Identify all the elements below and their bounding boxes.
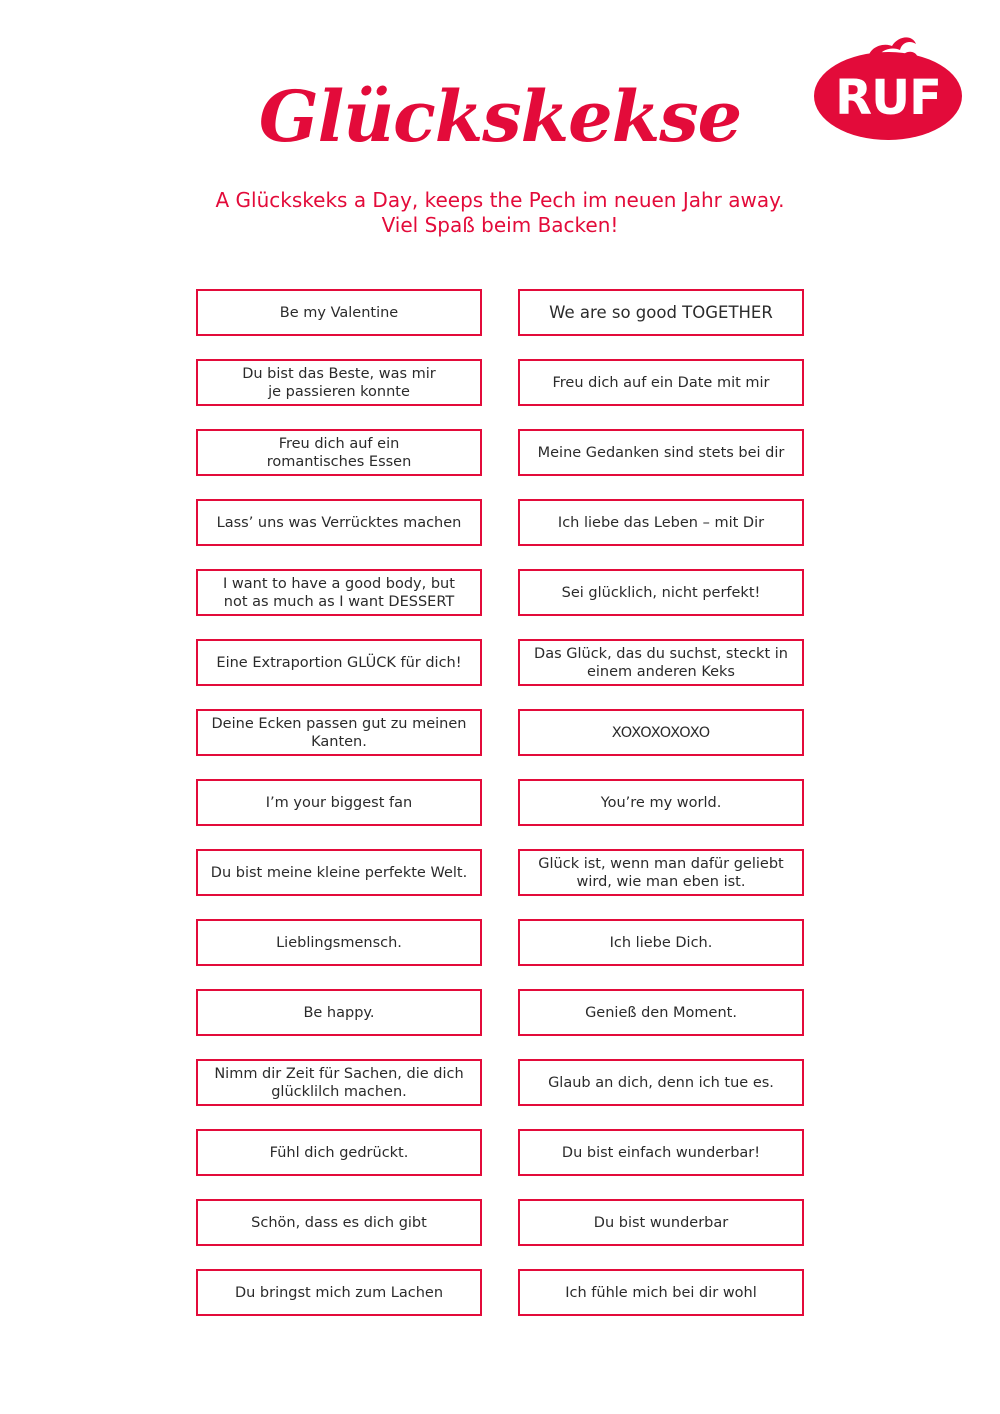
message-card: Nimm dir Zeit für Sachen, die dich glücklilch machen. (196, 1059, 482, 1106)
message-card: Be happy. (196, 989, 482, 1036)
message-card: You’re my world. (518, 779, 804, 826)
message-card: Be my Valentine (196, 289, 482, 336)
message-card: Sei glücklich, nicht perfekt! (518, 569, 804, 616)
message-grid (196, 289, 804, 1316)
message-card: Ich fühle mich bei dir wohl (518, 1269, 804, 1316)
message-card: Du bist wunderbar (518, 1199, 804, 1246)
subtitle-line-2: Viel Spaß beim Backen! (381, 213, 619, 237)
message-card: Meine Gedanken sind stets bei dir (518, 429, 804, 476)
message-card: I’m your biggest fan (196, 779, 482, 826)
logo-text: RUF (835, 70, 941, 126)
message-card: Genieß den Moment. (518, 989, 804, 1036)
message-card: XOXOXOXOXO (518, 709, 804, 756)
message-card: Lass’ uns was Verrücktes machen (196, 499, 482, 546)
message-card: Das Glück, das du suchst, steckt in einem anderen Keks (518, 639, 804, 686)
message-card: Fühl dich gedrückt. (196, 1129, 482, 1176)
message-card: Du bist meine kleine perfekte Welt. (196, 849, 482, 896)
message-card: Du bist einfach wunderbar! (518, 1129, 804, 1176)
page-title: Glückskekse (258, 75, 742, 158)
message-card: Du bist das Beste, was mir je passieren konnte (196, 359, 482, 406)
message-card: We are so good TOGETHER (518, 289, 804, 336)
message-card: Freu dich auf ein Date mit mir (518, 359, 804, 406)
message-card: Schön, dass es dich gibt (196, 1199, 482, 1246)
message-card: Glück ist, wenn man dafür geliebt wird, wie man eben ist. (518, 849, 804, 896)
message-card: Ich liebe das Leben – mit Dir (518, 499, 804, 546)
message-card: Du bringst mich zum Lachen (196, 1269, 482, 1316)
message-card: Eine Extraportion GLÜCK für dich! (196, 639, 482, 686)
message-card: Deine Ecken passen gut zu meinen Kanten. (196, 709, 482, 756)
subtitle-line-1: A Glückskeks a Day, keeps the Pech im neuen Jahr away. (215, 188, 785, 212)
message-card: Ich liebe Dich. (518, 919, 804, 966)
message-card: Freu dich auf ein romantisches Essen (196, 429, 482, 476)
message-card: Glaub an dich, denn ich tue es. (518, 1059, 804, 1106)
message-card: Lieblingsmensch. (196, 919, 482, 966)
message-card: I want to have a good body, but not as much as I want DESSERT (196, 569, 482, 616)
